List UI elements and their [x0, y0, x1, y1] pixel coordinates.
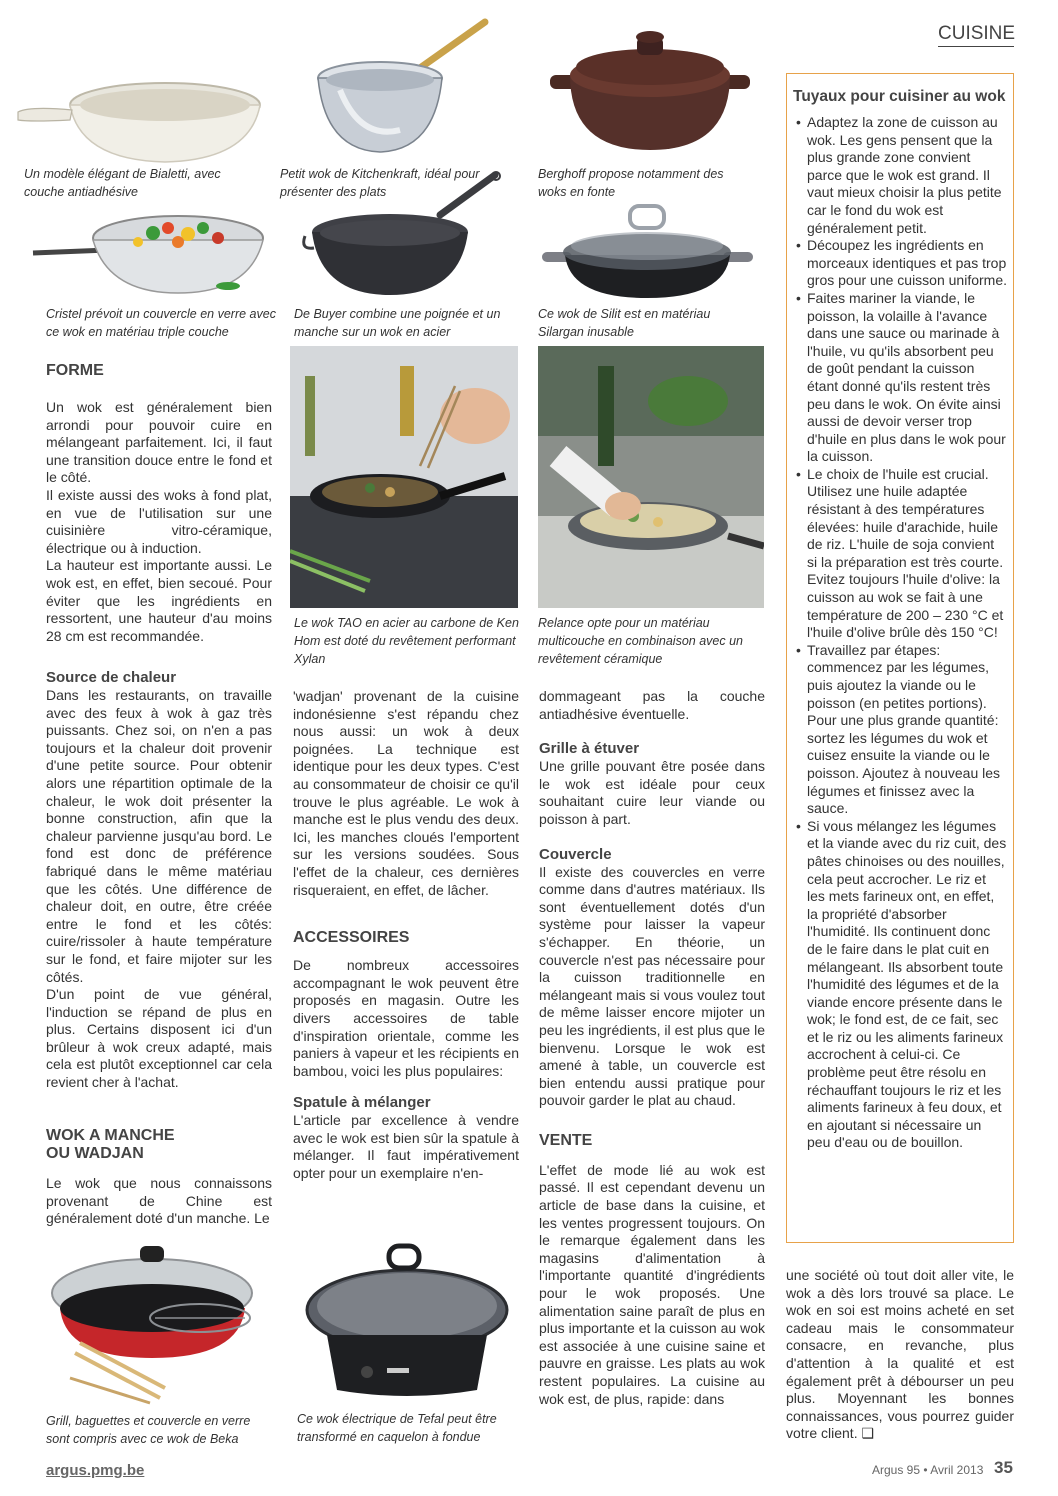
heading-vente: VENTE — [539, 1131, 593, 1149]
kitchenkraft-wok-photo — [300, 10, 500, 160]
heading-grille: Grille à étuver — [539, 740, 640, 758]
heading-couvercle: Couvercle — [539, 845, 612, 863]
caption-beka: Grill, baguettes et couvercle en verre sont compris avec ce wok de Beka — [46, 1414, 251, 1446]
caption-bialetti: Un modèle élégant de Bialetti, avec couche antiadhésive — [24, 167, 221, 199]
beka-wok-photo — [40, 1228, 265, 1408]
paragraph: 'wadjan' provenant de la cuisine indonésienne s'est répandu chez nous aussi: un wok à deux poignées. La technique est identique pour les deux types. C'est au consommateur de choisir ce qu'il trouve le plus agréable. Le wok à manche est le plus vendu des deux. Ici, les manches cloués l'emportent sur les versions soudées. Sous l'effet de la chaleur, ces dernières risqueraient, en effet, de lâcher. — [293, 688, 519, 898]
paragraph: De nombreux accessoires accompagnant le wok peuvent être proposés en magasin. Outre les divers accessoires de table d'inspiration orientale, comme les paniers à vapeur et les récipients en bambou, voici les plus populaires: — [293, 957, 519, 1079]
list-item: • Découpez les ingrédients en morceaux identiques et pas trop gros pour une cuisson uniforme. — [793, 237, 1007, 290]
caption-berghoff: Berghoff propose notamment des woks en fonte — [538, 167, 724, 199]
paragraph: La hauteur est importante aussi. Le wok est, en effet, bien secoué. Pour éviter que les ingrédients en ressortent, une hauteur d'au moins 28 cm est recommandée. — [46, 557, 272, 644]
column-1-forme — [46, 362, 272, 645]
list-item: • Adaptez la zone de cuisson au wok. Les gens pensent que la plus grande zone convient parce que le wok est grand. Il vaut mieux choisir la plus petite car le fond du wok est généralement petit. — [793, 114, 1007, 237]
paragraph: Il existe des couvercles en verre comme dans d'autres matériaux. Ils sont éventuellement dotés d'un système pour laisser la vapeur s'échapper. En théorie, un couvercle n'est pas nécessaire pour la cuisson traditionnelle en mélangeant mais si vous voulez tout de même laisser encore mijoter un peu les ingrédients, il est plus que le bienvenu. Lorsque le wok est amené à table, un couvercle est bien entendu aussi pratique pour pouvoir garder le plat au chaud. — [539, 863, 765, 1109]
paragraph: L'effet de mode lié au wok est passé. Il est cependant devenu un article de base dans la cuisine, et les ventes progressent toujours. On le remarque également dans les magasins d'alimentation à l'importante quantité d'ingrédients pour le wok proposés. Une alimentation saine paraît de plus en plus importante et la cuisson au wok est associée à une cuisine saine et pauvre en graisse. Les plats au wok restent populaires. La cuisine au wok est, de plus, rapide: dans — [539, 1161, 765, 1407]
paragraph: Un wok est généralement bien arrondi pour pouvoir cuire en mélangeant parfaitement. Ici, il faut une transition douce entre le fond et le côté. — [46, 399, 272, 486]
tefal-electric-wok-photo — [297, 1240, 519, 1405]
section-label: CUISINE — [938, 22, 1014, 47]
list-item: • Le choix de l'huile est crucial. Utilisez une huile adaptée résistant à des températures élevées: huile d'arachide, huile de riz. L'huile de soja convient si la préparation est très courte. Evitez toujours l'huile d'olive: la cuisson au wok se fait à une température de 200 – 230 °C et l'huile d'olive brûle dès 150 °C! — [793, 466, 1007, 642]
list-item: • Travaillez par étapes: commencez par les légumes, puis ajoutez la viande ou le poisson (en petites portions). Pour une plus grande quantité: sortez les légumes du wok et cuisez ensuite la viande ou le poisson. Ajoutez à nouveau les légumes et finissez avec la sauce. — [793, 642, 1007, 818]
paragraph — [786, 1267, 1014, 1443]
silit-wok-photo — [540, 200, 755, 300]
paragraph: Dans les restaurants, on travaille avec des feux à wok à gaz très puissants. Chez soi, on n'en a pas toujours et la chaleur doit provenir d'une petite source. Pour obtenir alors une répartition optimale de la chaleur, le wok doit présenter la bonne construction, afin que la chaleur parvienne jusqu'au bord. Le fond est donc de préférence fabriqué dans le même matériau que les côtés. Une différence de chaleur doit, en outre, être créée entre le fond et les côtés: cuire/rissoler à haute température sur le fond, et faire mijoter sur les côtés. — [46, 687, 272, 985]
paragraph: Le wok que nous connaissons provenant de Chine est généralement doté d'un manche. Le — [46, 1175, 272, 1227]
berghoff-pot-photo — [545, 25, 755, 155]
paragraph: Une grille pouvant être posée dans le wok est idéale pour ceux souhaitant cuire leur viande ou poisson à part. — [539, 758, 765, 827]
bialetti-wok-photo — [10, 50, 265, 165]
relance-wok-cooking-photo — [538, 346, 764, 608]
heading-spatule: Spatule à mélanger — [293, 1094, 431, 1112]
paragraph: Il existe aussi des woks à fond plat, en vue de l'utilisation sur une cuisinière vitro-céramique, électrique ou à induction. — [46, 486, 272, 556]
footer-site-link[interactable]: argus.pmg.be — [46, 1462, 145, 1479]
caption-debuyer: De Buyer combine une poignée et un manche sur un wok en acier — [294, 307, 501, 339]
heading-wok-manche: WOK A MANCHE OU WADJAN — [46, 1127, 175, 1162]
tao-wok-cooking-photo — [290, 346, 518, 608]
caption-tefal: Ce wok électrique de Tefal peut être transformé en caquelon à fondue — [297, 1412, 497, 1444]
tips-title: Tuyaux pour cuisiner au wok — [793, 88, 1006, 105]
end-mark-icon: ❑ — [861, 1425, 875, 1442]
list-item: • Faites mariner la viande, le poisson, la volaille à l'avance dans une sauce ou marinade à l'huile, vu qu'ils absorbent peu de goût pendant la cuisson étant donné qu'ils restent très peu dans le wok. On évite ainsi aussi de devoir verser trop d'huile en plus dans le wok pour la cuisson. — [793, 290, 1007, 466]
heading-accessoires: ACCESSOIRES — [293, 929, 410, 947]
footer-issue: Argus 95 • Avril 2013 — [872, 1463, 984, 1477]
column-2 — [293, 688, 519, 1183]
paragraph: D'un point de vue général, l'induction se répand de plus en plus. Certains disposent ici d'un brûleur à wok creux adapté, mais cela est plutôt exceptionnel car cela revient cher à l'achat. — [46, 986, 272, 1091]
column-4 — [786, 1267, 1014, 1443]
column-3 — [539, 688, 765, 1408]
caption-cristel: Cristel prévoit un couvercle en verre avec ce wok en matériau triple couche — [46, 307, 276, 339]
caption-silit: Ce wok de Silit est en matériau Silargan inusable — [538, 307, 711, 339]
caption-relance: Relance opte pour un matériau multicouche en combinaison avec un revêtement céramique — [538, 616, 743, 666]
column-1-source — [46, 669, 272, 1092]
tips-list — [793, 114, 1007, 1152]
heading-source-chaleur: Source de chaleur — [46, 669, 177, 686]
caption-tao: Le wok TAO en acier au carbone de Ken Hom est doté du revêtement performant Xylan — [294, 616, 519, 666]
column-1-manche — [46, 1127, 272, 1228]
paragraph-text: une société où tout doit aller vite, le wok a dès lors trouvé sa place. Le wok en soi est moins acheté en set cadeau mais le consommateur consacre, en revanche, plus d'attention à la qualité et est également prêt à débourser un peu plus. Moyennant les bonnes connaissances, vous pourrez guider votre client. — [786, 1267, 1014, 1442]
heading-forme: FORME — [46, 362, 104, 379]
tips-box — [786, 73, 1014, 1243]
paragraph: L'article par excellence à vendre avec le wok est bien sûr la spatule à mélanger. Il faut impérativement opter pour un exemplaire n'en- — [293, 1112, 519, 1182]
cristel-wok-photo — [28, 198, 268, 298]
paragraph: dommageant pas la couche antiadhésive éventuelle. — [539, 688, 765, 722]
page-number: 35 — [994, 1458, 1013, 1477]
caption-kitchenkraft: Petit wok de Kitchenkraft, idéal pour présenter des plats — [280, 167, 480, 199]
debuyer-wok-photo — [300, 170, 510, 300]
list-item: • Si vous mélangez les légumes et la viande avec du riz cuit, des pâtes chinoises ou des nouilles, cela peut accrocher. Le riz et les mets farineux ont, en effet, la propriété d'absorber l'humidité. Ils continuent donc de le faire dans le plat cuit en mélangeant. Ils absorbent toute l'humidité des légumes et de la viande encore présente dans le wok; le fond est, de ce fait, sec et le riz ou les aliments farineux accrochent à celui-ci. Ce problème peut être résolu en réchauffant toujours le riz et les aliments farineux à feu doux, et en ajoutant si nécessaire un peu d'eau ou de bouillon. — [793, 818, 1007, 1152]
